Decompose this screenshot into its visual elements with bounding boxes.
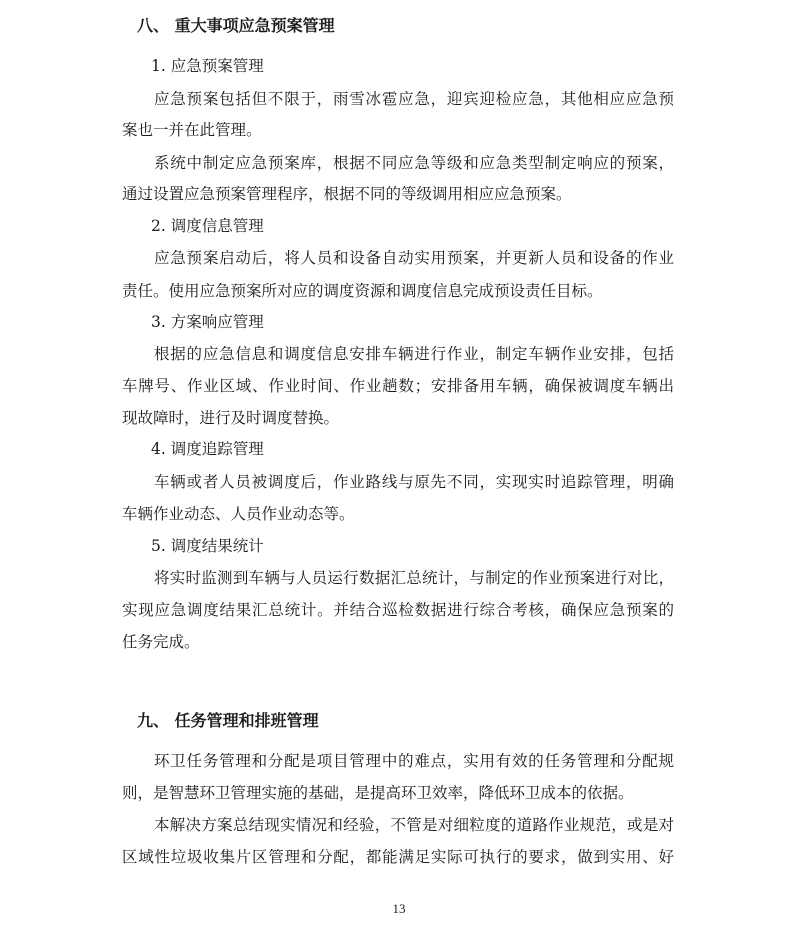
paragraph-line: 环卫任务管理和分配是项目管理中的难点，实用有效的任务管理和分配规 — [154, 752, 674, 770]
paragraph-line: 车牌号、作业区域、作业时间、作业趟数；安排备用车辆，确保被调度车辆出 — [122, 377, 674, 395]
subsection-3-title: 3. 方案响应管理 — [151, 313, 264, 331]
section-9-heading: 九、 任务管理和排班管理 — [137, 711, 319, 730]
paragraph-line: 应急预案启动后，将人员和设备自动实用预案，并更新人员和设备的作业 — [154, 249, 674, 267]
paragraph-line: 责任。使用应急预案所对应的调度资源和调度信息完成预设责任目标。 — [122, 282, 603, 300]
paragraph-line: 任务完成。 — [122, 633, 200, 651]
paragraph-line: 系统中制定应急预案库，根据不同应急等级和应急类型制定响应的预案， — [154, 154, 674, 172]
paragraph-line: 案也一并在此管理。 — [122, 121, 262, 139]
paragraph-line: 车辆或者人员被调度后，作业路线与原先不同，实现实时追踪管理，明确 — [154, 473, 674, 491]
paragraph-line: 则，是智慧环卫管理实施的基础，是提高环卫效率，降低环卫成本的依据。 — [122, 784, 634, 802]
paragraph-line: 实现应急调度结果汇总统计。并结合巡检数据进行综合考核，确保应急预案的 — [122, 601, 674, 619]
paragraph-line: 将实时监测到车辆与人员运行数据汇总统计，与制定的作业预案进行对比， — [154, 569, 674, 587]
subsection-1-title: 1. 应急预案管理 — [151, 57, 264, 75]
subsection-2-title: 2. 调度信息管理 — [151, 217, 264, 235]
paragraph-line: 本解决方案总结现实情况和经验，不管是对细粒度的道路作业规范，或是对 — [154, 816, 674, 834]
paragraph-line: 车辆作业动态、人员作业动态等。 — [122, 505, 355, 523]
paragraph-line: 应急预案包括但不限于，雨雪冰雹应急，迎宾迎检应急，其他相应应急预 — [154, 90, 674, 108]
paragraph-line: 区域性垃圾收集片区管理和分配，都能满足实际可执行的要求，做到实用、好 — [122, 848, 674, 866]
section-8-heading: 八、 重大事项应急预案管理 — [137, 16, 335, 35]
paragraph-line: 现故障时，进行及时调度替换。 — [122, 409, 340, 427]
subsection-5-title: 5. 调度结果统计 — [151, 537, 264, 555]
paragraph-line: 根据的应急信息和调度信息安排车辆进行作业，制定车辆作业安排，包括 — [154, 345, 674, 363]
subsection-4-title: 4. 调度追踪管理 — [151, 440, 264, 458]
page-number: 13 — [392, 901, 406, 916]
paragraph-line: 通过设置应急预案管理程序，根据不同的等级调用相应应急预案。 — [122, 185, 572, 203]
